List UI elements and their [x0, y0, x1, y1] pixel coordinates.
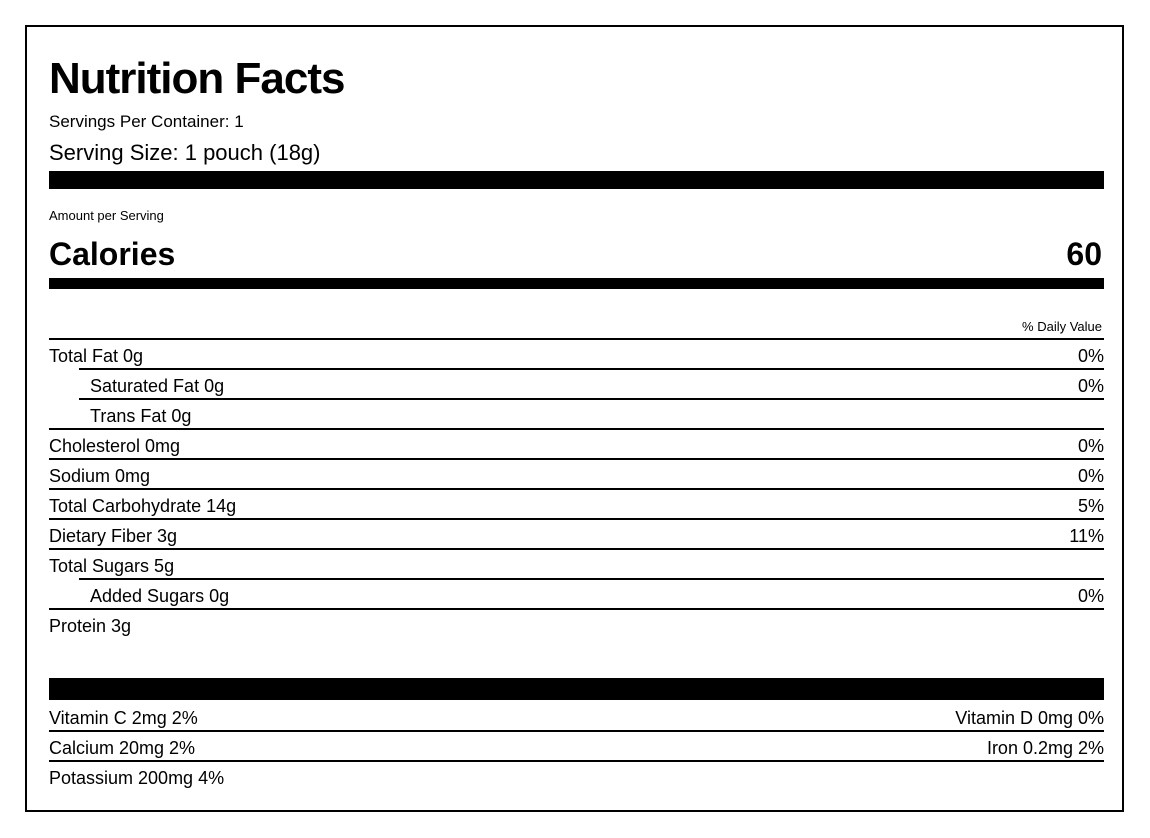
nutrient-row-cholesterol — [49, 430, 1104, 460]
nutrient-row-trans-fat — [49, 400, 1104, 430]
nutrient-dv: 5% — [1077, 496, 1104, 516]
nutrient-row-total-fat — [49, 340, 1104, 370]
daily-value-header: % Daily Value — [1022, 319, 1102, 334]
nutrient-dv: 0% — [1077, 376, 1104, 396]
calories-value: 60 — [1066, 236, 1102, 272]
nutrient-label: Total Sugars 5g — [49, 556, 175, 576]
vitamin-row — [49, 702, 1104, 732]
nutrient-label: Protein 3g — [49, 616, 132, 636]
nutrition-facts-panel — [25, 25, 1124, 812]
nutrient-dv: 0% — [1077, 586, 1104, 606]
serving-size: Serving Size: 1 pouch (18g) — [49, 140, 321, 165]
thick-divider-top — [49, 171, 1104, 189]
servings-per-container: Servings Per Container: 1 — [49, 112, 244, 131]
calories-label: Calories — [49, 236, 176, 272]
nutrient-row-added-sugars — [49, 580, 1104, 610]
nutrient-label: Dietary Fiber 3g — [49, 526, 178, 546]
nutrient-label: Trans Fat 0g — [90, 406, 192, 426]
label-title: Nutrition Facts — [49, 54, 345, 103]
nutrient-label: Saturated Fat 0g — [90, 376, 225, 396]
vitamin-row — [49, 732, 1104, 762]
vitamin-left: Calcium 20mg 2% — [49, 738, 196, 758]
nutrient-row-sodium — [49, 460, 1104, 490]
vitamin-right: Vitamin D 0mg 0% — [955, 708, 1104, 728]
vitamin-left: Potassium 200mg 4% — [49, 768, 225, 788]
vitamin-right: Iron 0.2mg 2% — [986, 738, 1104, 758]
nutrient-dv: 0% — [1077, 436, 1104, 456]
nutrient-dv: 0% — [1077, 346, 1104, 366]
nutrient-label: Total Fat 0g — [49, 346, 144, 366]
nutrient-row-saturated-fat — [49, 370, 1104, 400]
nutrient-dv: 11% — [1069, 526, 1104, 546]
nutrient-row-dietary-fiber — [49, 520, 1104, 550]
nutrient-row-total-sugars — [49, 550, 1104, 580]
nutrient-label: Sodium 0mg — [49, 466, 151, 486]
nutrient-label: Total Carbohydrate 14g — [49, 496, 237, 516]
thick-divider-calories — [49, 278, 1104, 289]
nutrient-label: Cholesterol 0mg — [49, 436, 181, 456]
amount-per-serving: Amount per Serving — [49, 208, 164, 223]
nutrient-row-protein — [49, 610, 1104, 640]
thick-divider-vitamins — [49, 678, 1104, 700]
vitamin-row — [49, 762, 1104, 792]
nutrient-row-total-carbohydrate — [49, 490, 1104, 520]
nutrient-label: Added Sugars 0g — [90, 586, 230, 606]
vitamin-left: Vitamin C 2mg 2% — [49, 708, 198, 728]
nutrient-dv: 0% — [1077, 466, 1104, 486]
